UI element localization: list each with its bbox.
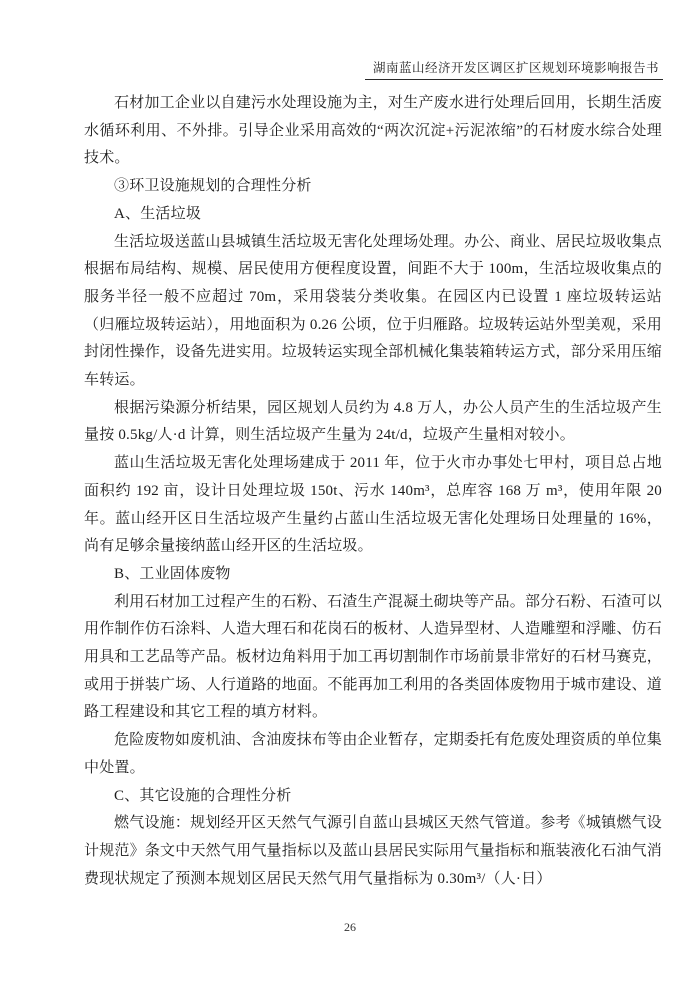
page-number: 26: [344, 920, 356, 934]
document-body: [84, 90, 662, 893]
section-heading-sanitation-analysis: ③环卫设施规划的合理性分析: [114, 178, 312, 195]
body-paragraph-stone-wastewater: 石材加工企业以自建污水处理设施为主，对生产废水进行处理后回用，长期生活废水循环利用、不外排。引导企业采用高效的“两次沉淀+污泥浓缩”的石材废水综合处理技术。: [84, 95, 662, 167]
body-paragraph-gas-facilities: 燃气设施：规划经开区天然气气源引自蓝山县城区天然气管道。参考《城镇燃气设计规范》条文中天然气用气量指标以及蓝山县居民实际用气量指标和瓶装液化石油气消费现状规定了预测本规划区居民天然气用气量指标为 0.30m³/（人·日）: [84, 815, 662, 887]
page-header: [0, 58, 663, 80]
section-heading-other-facilities: C、其它设施的合理性分析: [114, 787, 292, 804]
header-title: 湖南蓝山经济开发区调区扩区规划环境影响报告书: [365, 58, 663, 80]
page-footer: [0, 920, 700, 935]
body-paragraph-hazardous-waste: 危险废物如废机油、含油废抹布等由企业暂存，定期委托有危废处理资质的单位集中处置。: [84, 732, 662, 776]
section-heading-industrial-solid-waste: B、工业固体废物: [114, 565, 231, 582]
section-heading-domestic-waste: A、生活垃圾: [114, 205, 202, 222]
body-paragraph-waste-collection: 生活垃圾送蓝山县城镇生活垃圾无害化处理场处理。办公、商业、居民垃圾收集点根据布局结构、规模、居民使用方便程度设置，间距不大于 100m，生活垃圾收集点的服务半径一般不应超过 70m，采用袋装分类收集。在园区内已设置 1 座垃圾转运站（归雁垃圾转运站），用地面积为 0.26 公顷，位于归雁路。垃圾转运站外型美观，采用封闭性操作，设备先进实用。垃圾转运实现全部机械化集装箱转运方式，部分采用压缩车转运。: [84, 233, 662, 389]
body-paragraph-waste-generation: 根据污染源分析结果，园区规划人员约为 4.8 万人，办公人员产生的生活垃圾产生量按 0.5kg/人·d 计算，则生活垃圾产生量为 24t/d，垃圾产生量相对较小。: [84, 399, 662, 444]
body-paragraph-solid-waste-reuse: 利用石材加工过程产生的石粉、石渣生产混凝土砌块等产品。部分石粉、石渣可以用作制作仿石涂料、人造大理石和花岗石的板材、人造异型材、人造雕塑和浮雕、仿石用具和工艺品等产品。板材边角料用于加工再切割制作市场前景非常好的石材马赛克，或用于拼装广场、人行道路的地面。不能再加工利用的各类固体废物用于城市建设、道路工程建设和其它工程的填方材料。: [84, 593, 662, 721]
body-paragraph-landfill-capacity: 蓝山生活垃圾无害化处理场建成于 2011 年，位于火市办事处七甲村，项目总占地面积约 192 亩，设计日处理垃圾 150t、污水 140m³，总库容 168 万 m³，使用年限 20 年。蓝山经开区日生活垃圾产生量约占蓝山生活垃圾无害化处理场日处理量的 16%，尚有足够余量接纳蓝山经开区的生活垃圾。: [84, 455, 662, 555]
